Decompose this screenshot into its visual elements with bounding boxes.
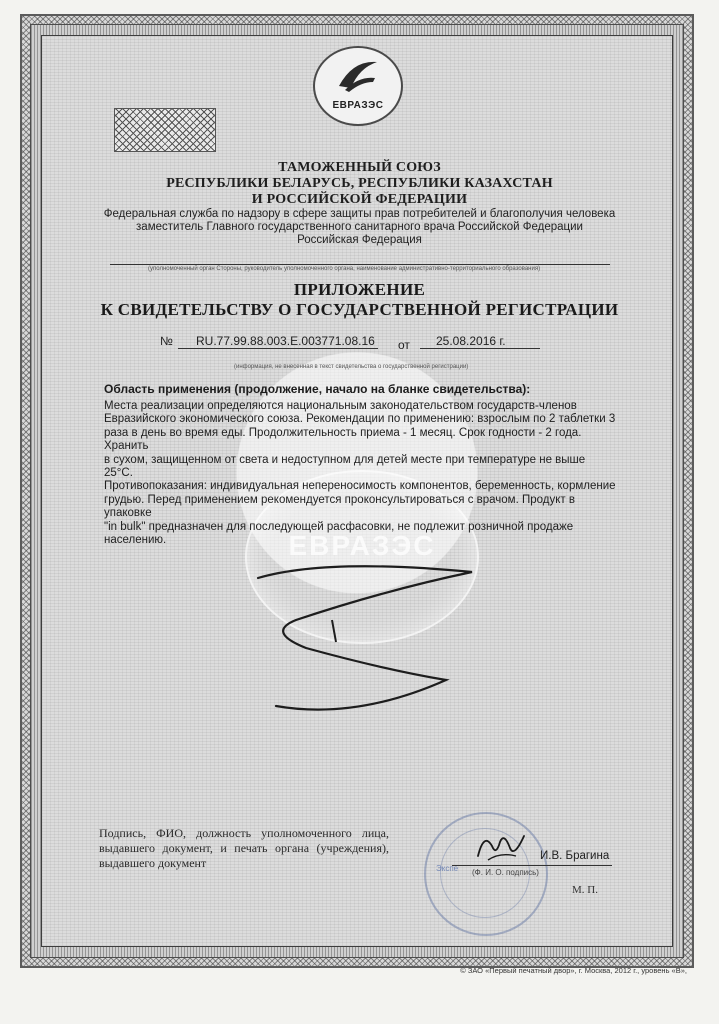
seal-place-label: М. П.: [572, 884, 598, 896]
authority-line-3: Российская Федерация: [297, 234, 422, 246]
z-stroke-signature-icon: [236, 550, 476, 730]
watermark-text: ЕВРАЗЭС: [288, 530, 436, 561]
reg-date: 25.08.2016 г.: [436, 334, 506, 348]
header-line-1: ТАМОЖЕННЫЙ СОЮЗ: [278, 160, 441, 175]
eaeu-logo: [313, 46, 403, 126]
body-line: Места реализации определяются национальным законодательством государств-членов: [104, 400, 577, 412]
handwritten-signature-icon: [470, 826, 530, 866]
reg-date-label: от: [398, 338, 410, 352]
reg-number-underline: [178, 348, 378, 349]
body-line: раза в день во время еды. Продолжительность приема - 1 месяц. Срок годности - 2 года. Хранить: [104, 426, 582, 453]
reg-date-underline: [420, 348, 540, 349]
authority-hint: (уполномоченный орган Стороны, руководитель уполномоченного органа, наименование административно-территориального образования): [148, 266, 541, 272]
fio-hint: (Ф. И. О. подпись): [472, 868, 539, 877]
body-line: населению.: [104, 534, 167, 547]
body-line: Противопоказания: индивидуальная непереносимость компонентов, беременность, кормление: [104, 480, 616, 493]
section-body: [104, 400, 616, 547]
body-line: Евразийского экономического союза. Рекомендации по применению: взрослым по 2 таблетки 3: [104, 413, 616, 426]
security-pattern-box: [114, 108, 216, 152]
body-line: грудью. Перед применением рекомендуется проконсультироваться с врачом. Продукт в упаковке: [104, 493, 575, 520]
signature-underline: [452, 865, 612, 866]
reg-number: RU.77.99.88.003.E.003771.08.16: [196, 334, 375, 348]
reg-number-label: №: [160, 334, 173, 348]
authority-line-1: Федеральная служба по надзору в сфере защиты прав потребителей и благополучия человека: [103, 208, 616, 220]
header-line-2: РЕСПУБЛИКИ БЕЛАРУСЬ, РЕСПУБЛИКИ КАЗАХСТАН: [166, 176, 553, 191]
signer-name: И.В. Брагина: [540, 850, 610, 862]
body-line: "in bulk" предназначен для последующей расфасовки, не подлежит розничной продаже: [104, 520, 574, 533]
authority-underline: [110, 264, 610, 265]
authority-line-2: заместитель Главного государственного санитарного врача Российской Федерации: [136, 221, 583, 233]
body-line: в сухом, защищенном от света и недоступном для детей месте при температуре не выше 25°С.: [104, 453, 586, 480]
reg-hint: (информация, не внесенная в текст свидетельства о государственной регистрации): [234, 364, 469, 370]
title-line-1: ПРИЛОЖЕНИЕ: [293, 280, 426, 299]
stamp-text: Экспе: [436, 864, 459, 873]
section-heading: Область применения (продолжение, начало на бланке свидетельства):: [104, 382, 531, 396]
header-line-3: И РОССИЙСКОЙ ФЕДЕРАЦИИ: [251, 192, 468, 207]
printer-footer: © ЗАО «Первый печатный двор», г. Москва, 2012 г., уровень «В»,: [460, 966, 687, 975]
title-line-2: К СВИДЕТЕЛЬСТВУ О ГОСУДАРСТВЕННОЙ РЕГИСТРАЦИИ: [100, 300, 619, 319]
logo-emblem-icon: [335, 56, 381, 98]
signature-caption: Подпись, ФИО, должность уполномоченного лица, выдавшего документ, и печать органа (учреждения), выдавшего документ: [99, 826, 389, 870]
logo-text: ЕВРАЗЭС: [332, 100, 384, 111]
